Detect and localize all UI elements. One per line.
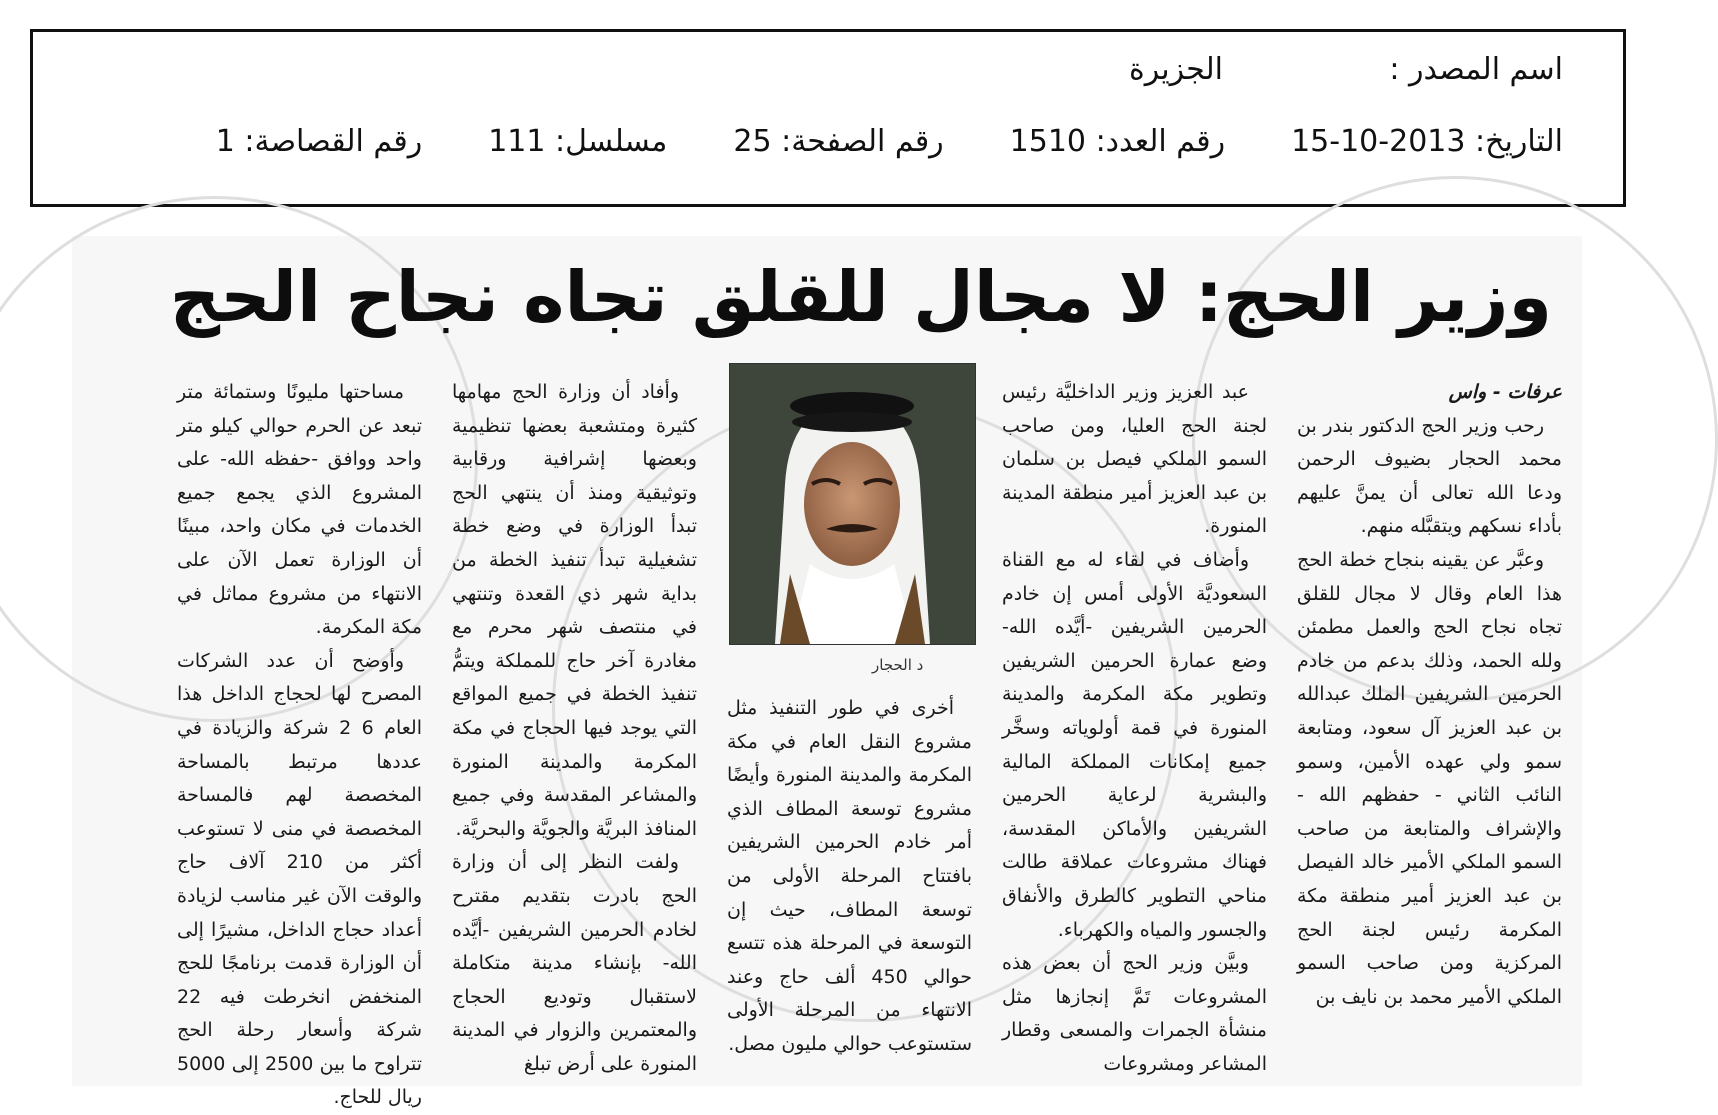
paragraph: رحب وزير الحج الدكتور بندر بن محمد الحجار بضيوف الرحمن ودعا الله تعالى أن يمنَّ عليهم بأداء نسكهم ويتقبَّله منهم. — [1297, 414, 1562, 538]
page-label: رقم الصفحة: — [781, 124, 944, 159]
source-row — [1389, 52, 1563, 87]
serial-label: مسلسل: — [555, 124, 668, 159]
date-value: 2013-10-15 — [1291, 124, 1466, 159]
paragraph: أخرى في طور التنفيذ مثل مشروع النقل العام في مكة المكرمة والمدينة المنورة وأيضًا مشروع توسعة المطاف الذي أمر خادم الحرمين الشريفين بافتتاح المرحلة الأولى من توسعة المطاف، حيث إن التوسعة في المرحلة هذه تتسع حوالي 450 ألف حاج وعند الانتهاء من المرحلة الأولى ستستوعب حوالي مليون مصل. — [727, 697, 972, 1055]
clip-field — [216, 124, 422, 159]
paragraph: وعبَّر عن يقينه بنجاح خطة الحج هذا العام وقال لا مجال للقلق تجاه نجاح الحج والعمل مطمئن ولله الحمد، وذلك بدعم من خادم الحرمين الشريفين الملك عبدالله بن عبد العزيز آل سعود، ومتابعة سمو ولي عهده الأمين، وسمو النائب الثاني - حفظهم الله - والإشراف والمتابعة من صاحب السمو الملكي الأمير خالد الفيصل بن عبد العزيز أمير منطقة مكة المكرمة رئيس لجنة الحج المركزية ومن صاحب السمو الملكي الأمير محمد بن نايف بن — [1297, 548, 1562, 1008]
article-column-1 — [1297, 376, 1562, 1014]
page-field — [733, 124, 943, 159]
issue-label: رقم العدد: — [1095, 124, 1226, 159]
article-column-4 — [452, 376, 697, 1081]
paragraph: ولفت النظر إلى أن وزارة الحج بادرت بتقديم مقترح لخادم الحرمين الشريفين -أيَّده الله- بإنشاء مدينة متكاملة لاستقبال وتوديع الحجاج والمعتمرين والزوار في المدينة المنورة على أرض تبلغ — [452, 851, 697, 1075]
issue-value: 1510 — [1009, 124, 1087, 159]
clip-label: رقم القصاصة: — [244, 124, 423, 159]
meta-row — [150, 124, 1563, 159]
article-column-5 — [177, 376, 422, 1115]
serial-field — [488, 124, 667, 159]
paragraph: وأفاد أن وزارة الحج مهامها كثيرة ومتشعبة بعضها تنظيمية وبعضها إشرافية ورقابية وتوثيقية ومنذ أن ينتهي الحج تبدأ الوزارة في وضع خطة تشغيلية تبدأ تنفيذ الخطة من بداية شهر ذي القعدة وتنتهي في منتصف شهر محرم مع مغادرة آخر حاج للمملكة ويتمُّ تنفيذ الخطة في جميع المواقع التي يوجد فيها الحجاج في مكة المكرمة والمدينة المنورة والمشاعر المقدسة وفي جميع المنافذ البريَّة والجويَّة والبحريَّة. — [452, 381, 697, 840]
paragraph: وأضاف في لقاء له مع القناة السعوديَّة الأولى أمس إن خادم الحرمين الشريفين -أيَّده الله- وضع عمارة الحرمين الشريفين وتطوير مكة المكرمة والمدينة المنورة في قمة أولوياته وسخَّر جميع إمكانات المملكة المالية والبشرية لرعاية الحرمين الشريفين والأماكن المقدسة، فهناك مشروعات عملاقة طالت مناحي التطوير كالطرق والأنفاق والجسور والمياه والكهرباء. — [1002, 548, 1267, 941]
source-value: الجزيرة — [1128, 52, 1223, 87]
source-label: اسم المصدر : — [1389, 52, 1563, 87]
article-column-3 — [727, 692, 972, 1062]
byline: عرفات - واس — [1448, 381, 1562, 403]
page-value: 25 — [733, 124, 772, 159]
paragraph: مساحتها مليونًا وستمائة متر تبعد عن الحرم حوالي كيلو متر واحد ووافق -حفظه الله- على المشروع الذي يجمع جميع الخدمات في مكان واحد، مبينًا أن الوزارة تعمل الآن على الانتهاء من مشروع مماثل في مكة المكرمة. — [177, 381, 422, 639]
article-headline: وزير الحج: لا مجال للقلق تجاه نجاح الحج — [169, 256, 1552, 338]
date-label: التاريخ: — [1475, 124, 1563, 159]
portrait-image — [730, 364, 975, 644]
article-column-2 — [1002, 376, 1267, 1081]
photo-caption: د الحجار — [872, 656, 924, 674]
newspaper-clipping — [72, 236, 1582, 1109]
source-info-box — [30, 29, 1626, 207]
serial-value: 111 — [488, 124, 546, 159]
date-field — [1291, 124, 1563, 159]
clip-value: 1 — [215, 124, 235, 159]
issue-field — [1010, 124, 1225, 159]
paragraph: عبد العزيز وزير الداخليَّة رئيس لجنة الحج العليا، ومن صاحب السمو الملكي فيصل بن سلمان بن عبد العزيز أمير منطقة المدينة المنورة. — [1002, 381, 1267, 538]
minister-photo — [729, 363, 976, 645]
paragraph: وأوضح أن عدد الشركات المصرح لها لحجاج الداخل هذا العام 6 2 شركة والزيادة في عددها مرتبط بالمساحة المخصصة لهم فالمساحة المخصصة في منى لا تستوعب أكثر من 210 آلاف حاج والوقت الآن غير مناسب لزيادة أعداد حجاج الداخل، مشيرًا إلى أن الوزارة قدمت برنامجًا للحج المنخفض انخرطت فيه 22 شركة وأسعار رحلة الحج تتراوح ما بين 2500 إلى 5000 ريال للحاج. — [177, 649, 423, 1109]
paragraph: وبيَّن وزير الحج أن بعض هذه المشروعات تَمَّ إنجازها مثل منشأة الجمرات والمسعى وقطار المشاعر ومشروعات — [1002, 952, 1267, 1075]
